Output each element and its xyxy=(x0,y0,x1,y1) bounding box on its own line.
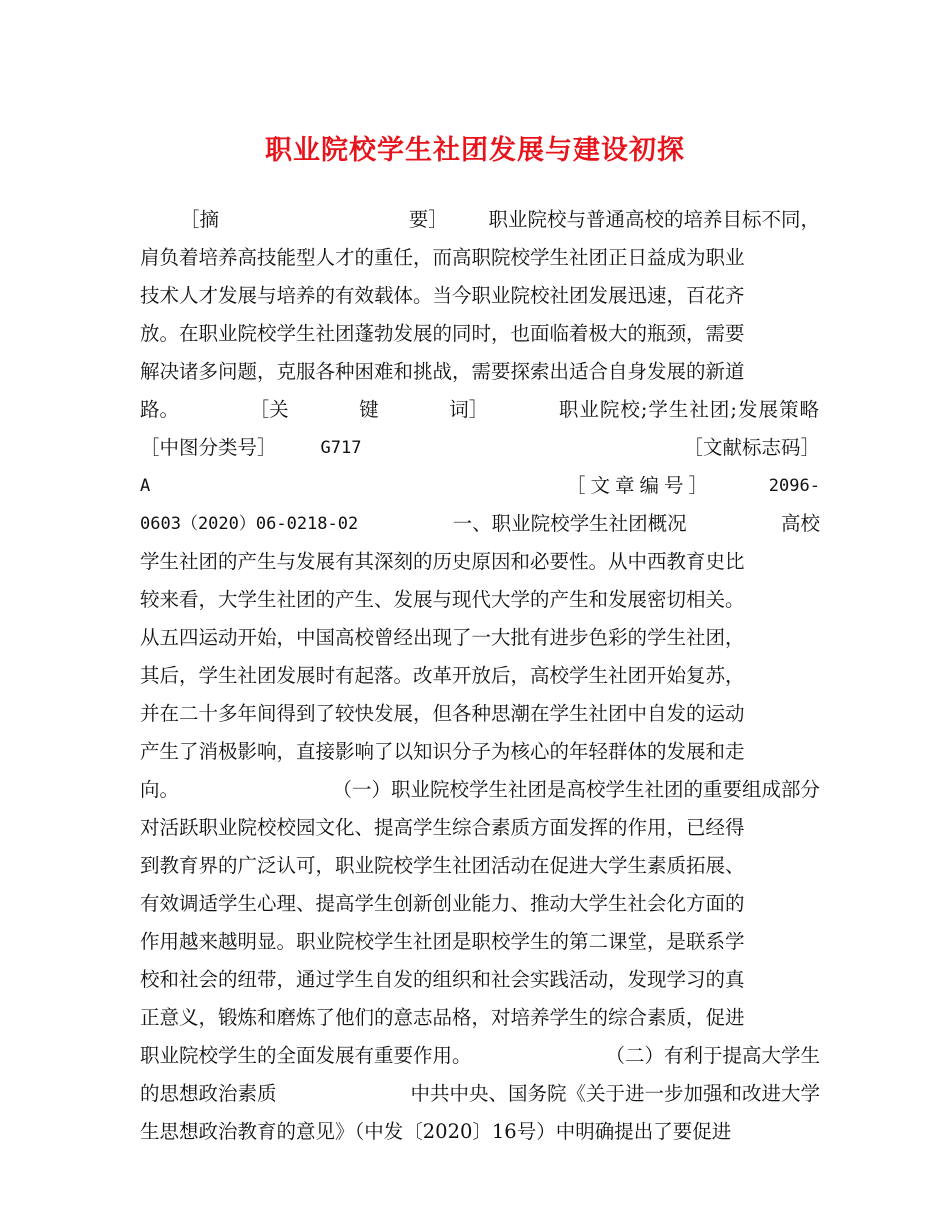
abstract-label-open: ［摘 xyxy=(180,208,220,231)
line-text: 正意义，锻炼和磨炼了他们的意志品格，对培养学生的综合素质，促进 xyxy=(140,1006,745,1029)
text-line xyxy=(140,961,820,999)
text-line xyxy=(140,771,820,809)
text-line xyxy=(140,315,820,353)
line-text: 较来看，大学生社团的产生、发展与现代大学的产生和发展密切相关。 xyxy=(140,588,745,611)
line-text: 产生了消极影响，直接影响了以知识分子为核心的年轻群体的发展和走 xyxy=(140,740,745,763)
text-line xyxy=(140,999,820,1037)
classification-code: G717 xyxy=(320,438,362,458)
text-line xyxy=(140,695,820,733)
line-text: 放。在职业院校学生社团蓬勃发展的同时，也面临着极大的瓶颈，需要 xyxy=(140,322,745,345)
text-line xyxy=(140,353,820,391)
text-line xyxy=(140,885,820,923)
text-line xyxy=(140,1113,820,1151)
abstract-label-close: 要］ xyxy=(408,208,448,231)
text-line xyxy=(140,1037,820,1075)
line-text: 到教育界的广泛认可，职业院校学生社团活动在促进大学生素质拓展、 xyxy=(140,854,745,877)
line-text: 中共中央、国务院《关于进一步加强和改进大学 xyxy=(410,1082,820,1105)
abstract-text: 职业院校与普通高校的培养目标不同， xyxy=(488,208,820,231)
text-line xyxy=(140,847,820,885)
article-number-cont: 0603（2020）06-0218-02 xyxy=(140,514,359,534)
text-line xyxy=(140,429,820,467)
line-text: 学生社团的产生与发展有其深刻的历史原因和必要性。从中西教育史比 xyxy=(140,550,745,573)
line-text: 解决诸多问题，克服各种困难和挑战，需要探索出适合自身发展的新道 xyxy=(140,360,745,383)
line-text: 其后，学生社团发展时有起落。改革开放后，高校学生社团开始复苏， xyxy=(140,664,745,687)
text-line xyxy=(140,657,820,695)
text-line xyxy=(140,505,820,543)
line-text: 肩负着培养高技能型人才的重任，而高职院校学生社团正日益成为职业 xyxy=(140,246,745,269)
line-text: 作用越来越明显。职业院校学生社团是职校学生的第二课堂，是联系学 xyxy=(140,930,745,953)
subsection-heading: （一）职业院校学生社团是高校学生社团的重要组成部分 xyxy=(332,778,820,801)
text-line xyxy=(140,619,820,657)
line-text: 有效调适学生心理、提高学生创新创业能力、推动大学生社会化方面的 xyxy=(140,892,745,915)
text-line xyxy=(140,467,820,505)
text-line xyxy=(140,733,820,771)
section-heading: 一、职业院校学生社团概况 xyxy=(452,512,687,535)
subsection-heading: （二）有利于提高大学生 xyxy=(605,1044,820,1067)
document-body xyxy=(140,201,820,1151)
text-line xyxy=(140,1075,820,1113)
text-line xyxy=(140,923,820,961)
keywords-label-part: ［关 xyxy=(249,398,289,421)
line-text: 并在二十多年间得到了较快发展，但各种思潮在学生社团中自发的运动 xyxy=(140,702,745,725)
article-number: 2096- xyxy=(768,476,820,496)
keywords-label-part: 词］ xyxy=(449,398,489,421)
line-text: 高校 xyxy=(780,512,820,535)
line-text: 路。 xyxy=(140,398,180,421)
text-line xyxy=(140,201,820,239)
subsection-heading-cont: 的思想政治素质 xyxy=(140,1082,277,1105)
text-line xyxy=(140,277,820,315)
document-code: A xyxy=(140,476,151,496)
line-text: 从五四运动开始，中国高校曾经出现了一大批有进步色彩的学生社团， xyxy=(140,626,745,649)
article-number-label: ［文章编号］ xyxy=(566,474,714,497)
text-line xyxy=(140,809,820,847)
text-line xyxy=(140,543,820,581)
text-line xyxy=(140,581,820,619)
classification-label: ［中图分类号］ xyxy=(140,436,277,459)
line-text: 生思想政治教育的意见》（中发〔2020〕16号）中明确提出了要促进 xyxy=(140,1120,732,1143)
line-text: 职业院校学生的全面发展有重要作用。 xyxy=(140,1044,472,1067)
document-title: 职业院校学生社团发展与建设初探 xyxy=(265,135,685,166)
line-text: 向。 xyxy=(140,778,180,801)
keywords-text: 职业院校;学生社团;发展策略 xyxy=(558,398,820,421)
line-text: 校和社会的纽带，通过学生自发的组织和社会实践活动，发现学习的真 xyxy=(140,968,745,991)
text-line xyxy=(140,239,820,277)
text-line xyxy=(140,391,820,429)
line-text: 技术人才发展与培养的有效载体。当今职业院校社团发展迅速，百花齐 xyxy=(140,284,745,307)
keywords-label-part: 键 xyxy=(359,398,379,421)
line-text: 对活跃职业院校校园文化、提高学生综合素质方面发挥的作用，已经得 xyxy=(140,816,745,839)
document-code-label: ［文献标志码］ xyxy=(683,436,820,459)
